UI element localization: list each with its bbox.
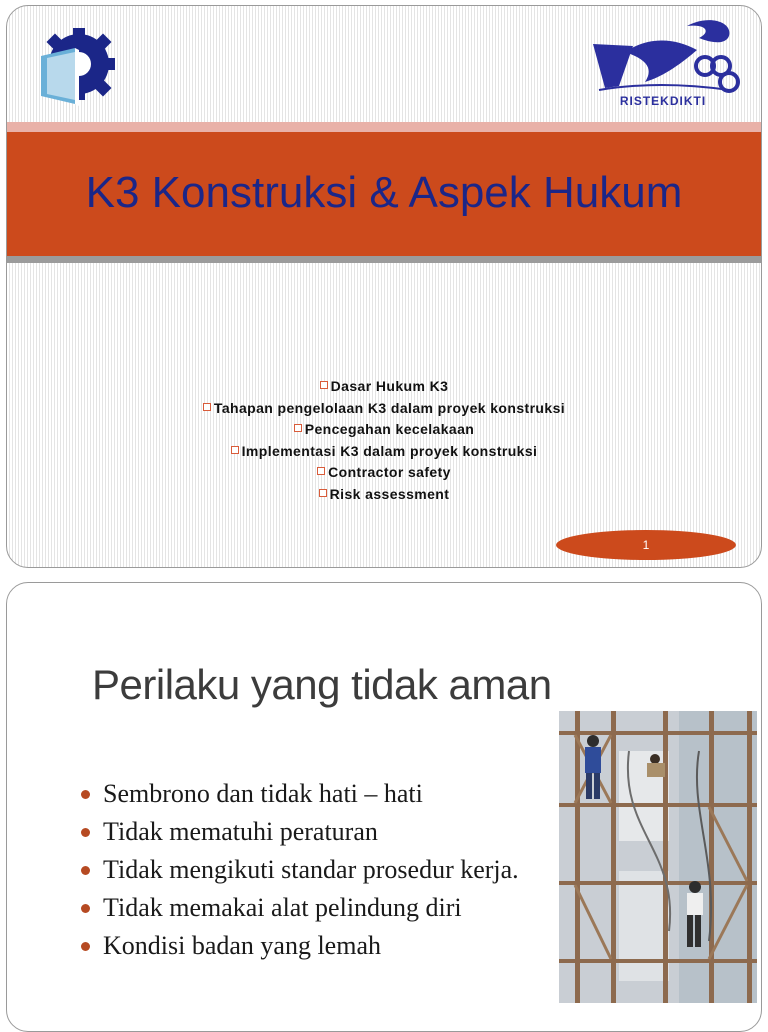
square-bullet-icon	[294, 424, 302, 432]
square-bullet-icon	[231, 446, 239, 454]
topic-item: Tahapan pengelolaan K3 dalam proyek konstruksi	[7, 398, 761, 420]
square-bullet-icon	[320, 381, 328, 389]
list-item: Sembrono dan tidak hati – hati	[79, 775, 559, 813]
bullet-list	[79, 775, 559, 965]
topic-item: Contractor safety	[7, 462, 761, 484]
topic-item: Pencegahan kecelakaan	[7, 419, 761, 441]
bullet-dot-icon	[81, 942, 90, 951]
slide-1	[6, 5, 762, 568]
bullet-dot-icon	[81, 790, 90, 799]
bullet-dot-icon	[81, 866, 90, 875]
topic-item: Dasar Hukum K3	[7, 376, 761, 398]
square-bullet-icon	[317, 467, 325, 475]
topic-item: Implementasi K3 dalam proyek konstruksi	[7, 441, 761, 463]
workers-on-scaffolding-photo	[559, 711, 757, 1003]
slide-heading: Perilaku yang tidak aman	[92, 661, 552, 708]
list-item: Tidak mematuhi peraturan	[79, 813, 559, 851]
square-bullet-icon	[203, 403, 211, 411]
title-band-top-stripe	[7, 122, 761, 132]
square-bullet-icon	[319, 489, 327, 497]
slide-title: K3 Konstruksi & Aspek Hukum	[85, 168, 683, 217]
title-band-bottom-stripe	[7, 256, 761, 263]
bullet-dot-icon	[81, 904, 90, 913]
list-item: Tidak mengikuti standar prosedur kerja.	[79, 851, 559, 889]
bullet-dot-icon	[81, 828, 90, 837]
gear-book-logo-icon	[33, 26, 117, 110]
slide-2	[6, 582, 762, 1032]
page-number-badge: 1	[556, 530, 736, 560]
list-item: Tidak memakai alat pelindung diri	[79, 889, 559, 927]
ristekdikti-logo-text: RISTEKDIKTI	[619, 94, 707, 108]
topic-item: Risk assessment	[7, 484, 761, 506]
topic-list	[7, 376, 761, 506]
list-item: Kondisi badan yang lemah	[79, 927, 559, 965]
